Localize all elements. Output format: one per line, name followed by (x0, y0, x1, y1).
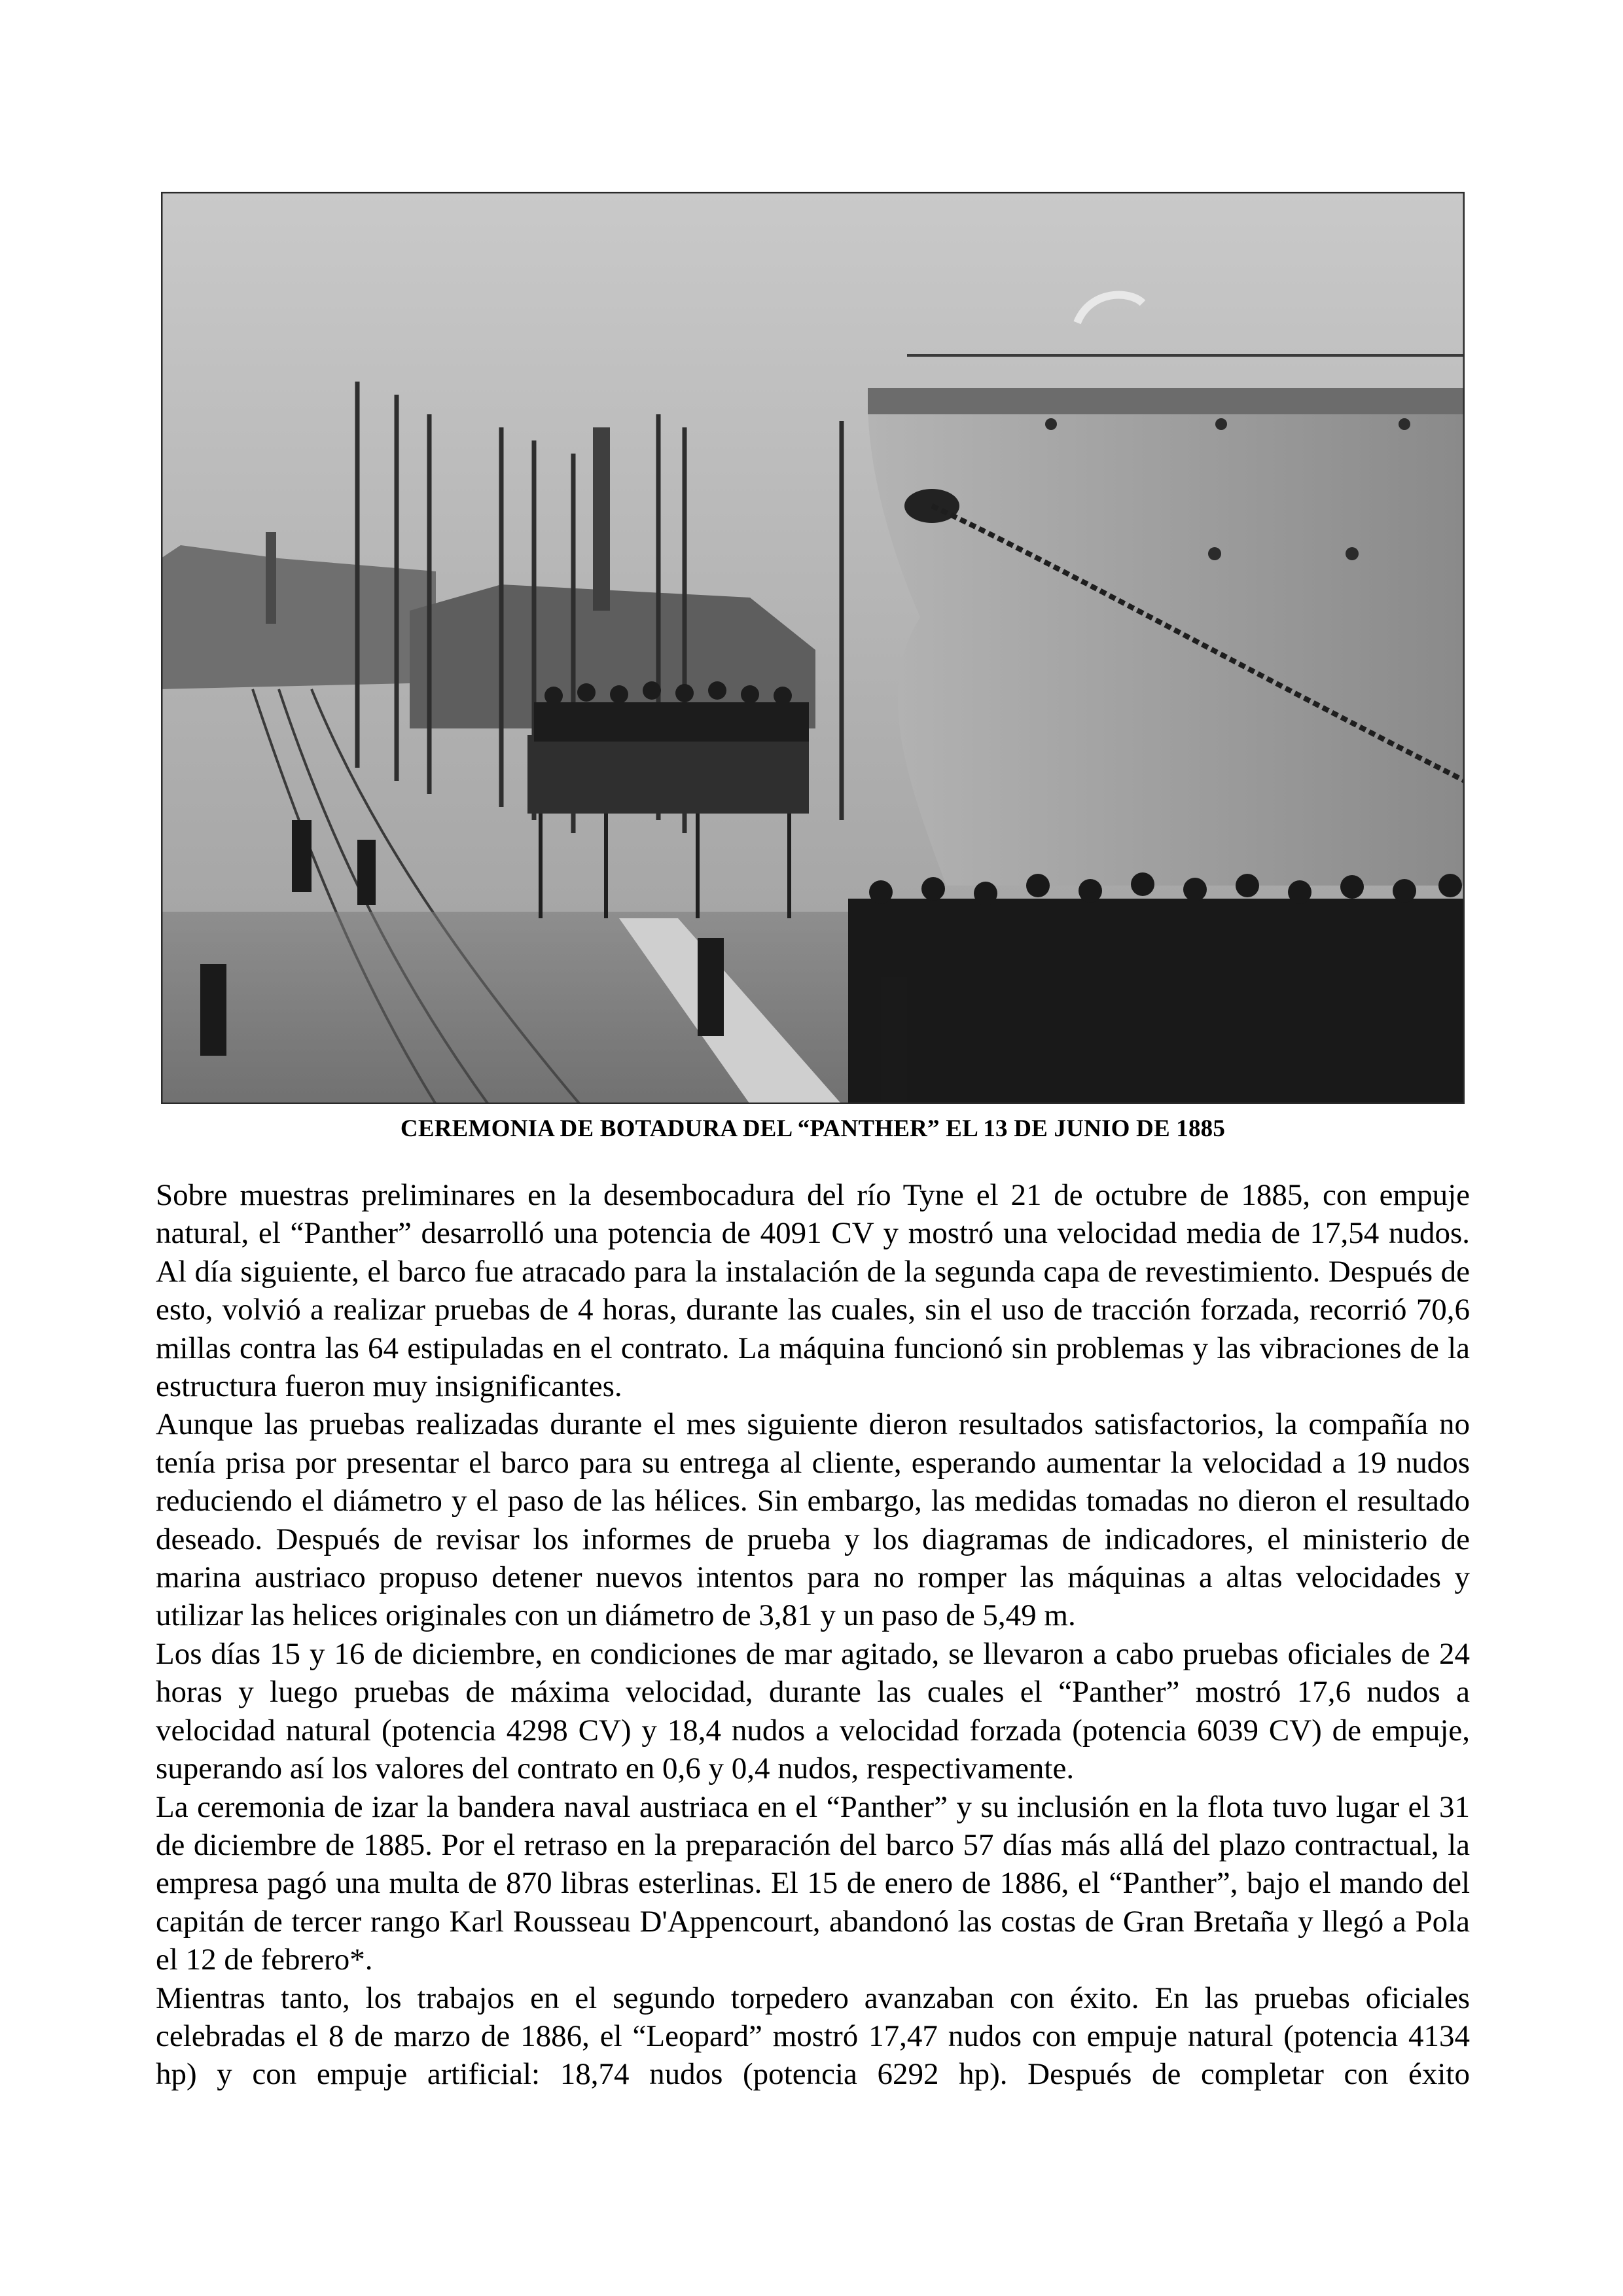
paragraph-preliminary-trials: Sobre muestras preliminares en la desembocadura del río Tyne el 21 de octubre de 1885, con empuje natural, el “Panther” desarrolló una potencia de 4091 CV y mostró una velocidad media de 17,54 nudos. Al día siguiente, el barco fue atracado para la instalación de la segunda capa de revestimiento. Después de esto, volvió a realizar pruebas de 4 horas, durante las cuales, sin el uso de tracción forzada, recorrió 70,6 millas contra las 64 estipuladas en el contrato. La máquina funcionó sin problemas y las vibraciones de la estructura fueron muy insignificantes. (156, 1178, 1470, 1404)
paragraph-official-trials: Los días 15 y 16 de diciembre, en condiciones de mar agitado, se llevaron a cabo pruebas oficiales de 24 horas y luego pruebas de máxima velocidad, durante las cuales el “Panther” mostró 17,6 nudos a velocidad natural (potencia 4298 CV) y 18,4 nudos a velocidad forzada (potencia 6039 CV) de empuje, superando así los valores del contrato en 0,6 y 0,4 nudos, respectivamente. (156, 1636, 1470, 1786)
paragraph-following-month-trials: Aunque las pruebas realizadas durante el mes siguiente dieron resultados satisfactorios, la compañía no tenía prisa por presentar el barco para su entrega al cliente, esperando aumentar la velocidad a 19 nudos reduciendo el diámetro y el paso de las hélices. Sin embargo, las medidas tomadas no dieron el resultado deseado. Después de revisar los informes de prueba y los diagramas de indicadores, el ministerio de marina austriaco propuso detener nuevos intentos para no romper las máquinas a altas velocidades y utilizar las helices originales con un diámetro de 3,81 y un paso de 5,49 m. (156, 1407, 1470, 1633)
paragraph-flag-ceremony: La ceremonia de izar la bandera naval austriaca en el “Panther” y su inclusión en la flota tuvo lugar el 31 de diciembre de 1885. Por el retraso en la preparación del barco 57 días más allá del plazo contractual, la empresa pagó una multa de 870 libras esterlinas. El 15 de enero de 1886, el “Panther”, bajo el mando del capitán de tercer rango Karl Rousseau D'Appencourt, abandonó las costas de Gran Bretaña y llegó a Pola el 12 de febrero*. (156, 1789, 1470, 1977)
paragraph-leopard-trials: Mientras tanto, los trabajos en el segundo torpedero avanzaban con éxito. En las pruebas oficiales celebradas el 8 de marzo de 1886, el “Leopard” mostró 17,47 nudos con empuje natural (potencia 4134 hp) y con empuje artificial: 18,74 nudos (potencia 6292 hp). Después de completar con éxito (156, 1981, 1470, 2092)
launch-ceremony-photo (161, 192, 1465, 1104)
body-text (156, 1176, 1470, 2094)
figure-caption: CEREMONIA DE BOTADURA DEL “PANTHER” EL 13 DE JUNIO DE 1885 (400, 1115, 1226, 1142)
